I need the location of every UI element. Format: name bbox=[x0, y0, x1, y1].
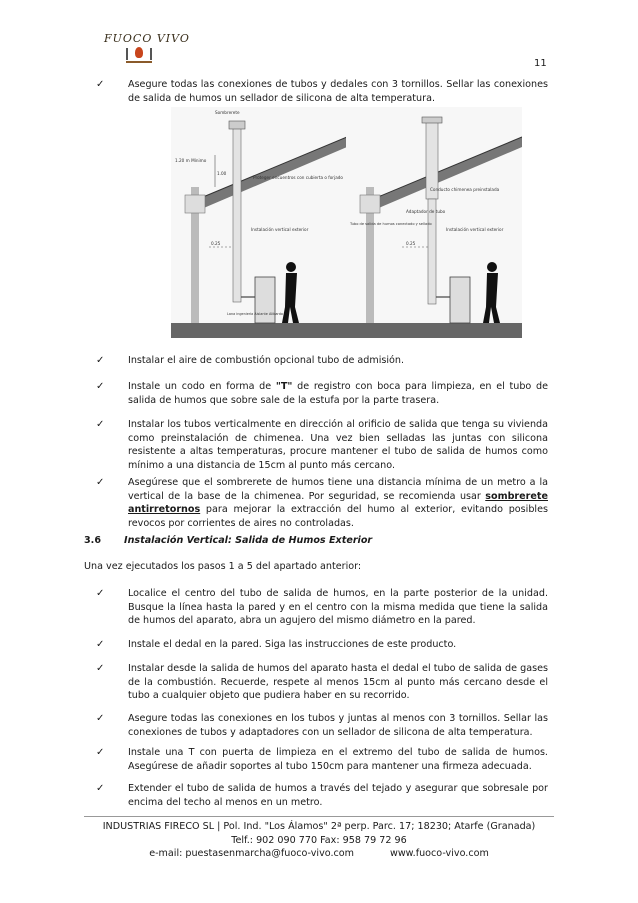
figure-label-top: Sombrerete bbox=[215, 110, 240, 115]
check-icon: ✓ bbox=[96, 381, 105, 392]
footer-website: www.fuoco-vivo.com bbox=[389, 848, 489, 859]
section-heading bbox=[84, 535, 372, 546]
list-item bbox=[97, 476, 548, 530]
check-icon: ✓ bbox=[96, 713, 105, 724]
list-item-text bbox=[128, 476, 548, 530]
text-run: para mejorar la extracción del humo al exterior, evitando posibles revocos por corrientes de aires no controladas. bbox=[128, 504, 548, 529]
figure-label-cap: Lana ingeniería Aislante Alibardo bbox=[227, 312, 283, 316]
list-item bbox=[97, 712, 548, 739]
list-item-text: Localice el centro del tubo de salida de humos, en la parte posterior de la unidad. Busque la línea hasta la pared y en el centro con la misma medida que tiene la salida de humos del aparato, abra un agujero del mismo diámetro en la pared. bbox=[128, 588, 548, 627]
list-item bbox=[97, 380, 548, 407]
list-item bbox=[97, 78, 548, 105]
figure-label-025: 0.25 bbox=[211, 241, 221, 246]
page-footer bbox=[84, 820, 554, 861]
section-intro: Una vez ejecutados los pasos 1 a 5 del apartado anterior: bbox=[84, 561, 362, 572]
list-item bbox=[97, 418, 548, 472]
list-item-text: Instalar el aire de combustión opcional tubo de admisión. bbox=[128, 355, 405, 366]
bold-text: "T" bbox=[275, 381, 293, 392]
list-item-text bbox=[128, 380, 548, 407]
figure-label-tube: Tubo de salida de humos conectado y sellado bbox=[350, 222, 432, 226]
list-item bbox=[97, 354, 548, 368]
check-icon: ✓ bbox=[96, 79, 105, 90]
footer-email: e-mail: puestasenmarcha@fuoco-vivo.com bbox=[149, 848, 354, 859]
figure-label-025: 0.25 bbox=[406, 241, 416, 246]
page-number: 11 bbox=[534, 58, 547, 69]
figure-label-dim: 1.00 bbox=[217, 171, 227, 176]
check-icon: ✓ bbox=[96, 663, 105, 674]
text-run: de registro con boca para limpieza, en el tubo de salida de humos que sobre sale de la estufa por la parte trasera. bbox=[128, 381, 549, 406]
list-item bbox=[97, 746, 548, 773]
check-icon: ✓ bbox=[96, 747, 105, 758]
list-item-text: Instalar desde la salida de humos del aparato hasta el dedal el tubo de salida de gases de la combustión. Recuerde, respete al menos 15cm al punto más cercano desde el tubo a cualquier objeto que pudiera haber en su recorrido. bbox=[128, 663, 548, 702]
list-item-text: Instale una T con puerta de limpieza en el extremo del tubo de salida de humos. Asegúrese de añadir soportes al tubo 150cm para mantener una firmeza adecuada. bbox=[128, 747, 548, 772]
figure-vertical-install-roof bbox=[171, 107, 347, 338]
footer-contact bbox=[84, 847, 554, 861]
text-run: Instale un codo en forma de bbox=[128, 381, 276, 392]
figure-label-roof: Proteger encuentros con cubierta o forjado bbox=[253, 175, 343, 180]
list-item bbox=[97, 638, 548, 652]
check-icon: ✓ bbox=[96, 419, 105, 430]
list-item-text: Instalar los tubos verticalmente en dirección al orificio de salida que tenga su vivienda como preinstalación de chimenea. Una vez bien selladas las juntas con silicona resistente a altas temperaturas, procure mantener el tubo de salida de humos como mínimo a una distancia de 15cm al punto más cercano. bbox=[128, 419, 548, 471]
text-run: Asegúrese que el sombrerete de humos tiene una distancia mínima de un metro a la vertical de la base de la chimenea. Por seguridad, se recomienda usar bbox=[128, 477, 548, 502]
check-icon: ✓ bbox=[96, 588, 105, 599]
footer-phone: Telf.: 902 090 770 Fax: 958 79 72 96 bbox=[231, 834, 407, 846]
section-title-text: Instalación Vertical: Salida de Humos Exterior bbox=[124, 535, 373, 546]
list-item bbox=[97, 782, 548, 809]
list-item-text: Instale el dedal en la pared. Siga las instrucciones de este producto. bbox=[128, 639, 457, 650]
brand-name: FUOCO VIVO bbox=[104, 32, 190, 45]
check-icon: ✓ bbox=[96, 355, 105, 366]
list-item bbox=[97, 662, 548, 703]
figure-label-install: Instalación vertical exterior bbox=[251, 227, 309, 232]
list-item-text: Extender el tubo de salida de humos a través del tejado y asegurar que sobresale por encima del techo al menos en un metro. bbox=[128, 783, 548, 808]
bold-underlined-text: sombrerete antirretornos bbox=[128, 490, 548, 516]
fireplace-icon bbox=[126, 47, 152, 63]
figure-label-adapter: Adaptador de tubo bbox=[406, 209, 446, 214]
footer-address: INDUSTRIAS FIRECO SL | Pol. Ind. "Los Álamos" 2ª perp. Parc. 17; 18230; Atarfe (Granada) bbox=[102, 821, 536, 832]
section-number: 3.6 bbox=[84, 535, 101, 546]
figure-label-height: 1.20 m Mínimo bbox=[175, 158, 207, 163]
figure-label-install: Instalación vertical exterior bbox=[446, 227, 504, 232]
figure-label-conduit: Conducto chimenea preinstalada bbox=[430, 187, 500, 192]
list-item bbox=[97, 587, 548, 628]
check-icon: ✓ bbox=[96, 639, 105, 650]
check-icon: ✓ bbox=[96, 477, 105, 488]
list-item-text: Asegure todas las conexiones de tubos y dedales con 3 tornillos. Sellar las conexiones de salida de humos un sellador de silicona de alta temperatura. bbox=[128, 79, 548, 104]
figure-vertical-install-preinstalled bbox=[346, 107, 522, 338]
brand-logo bbox=[104, 32, 194, 63]
check-icon: ✓ bbox=[96, 783, 105, 794]
footer-divider bbox=[84, 816, 554, 817]
list-item-text: Asegure todas las conexiones en los tubos y juntas al menos con 3 tornillos. Sellar las conexiones de tubos y adaptadores con un sellador de silicona de alta temperatura. bbox=[128, 713, 548, 738]
